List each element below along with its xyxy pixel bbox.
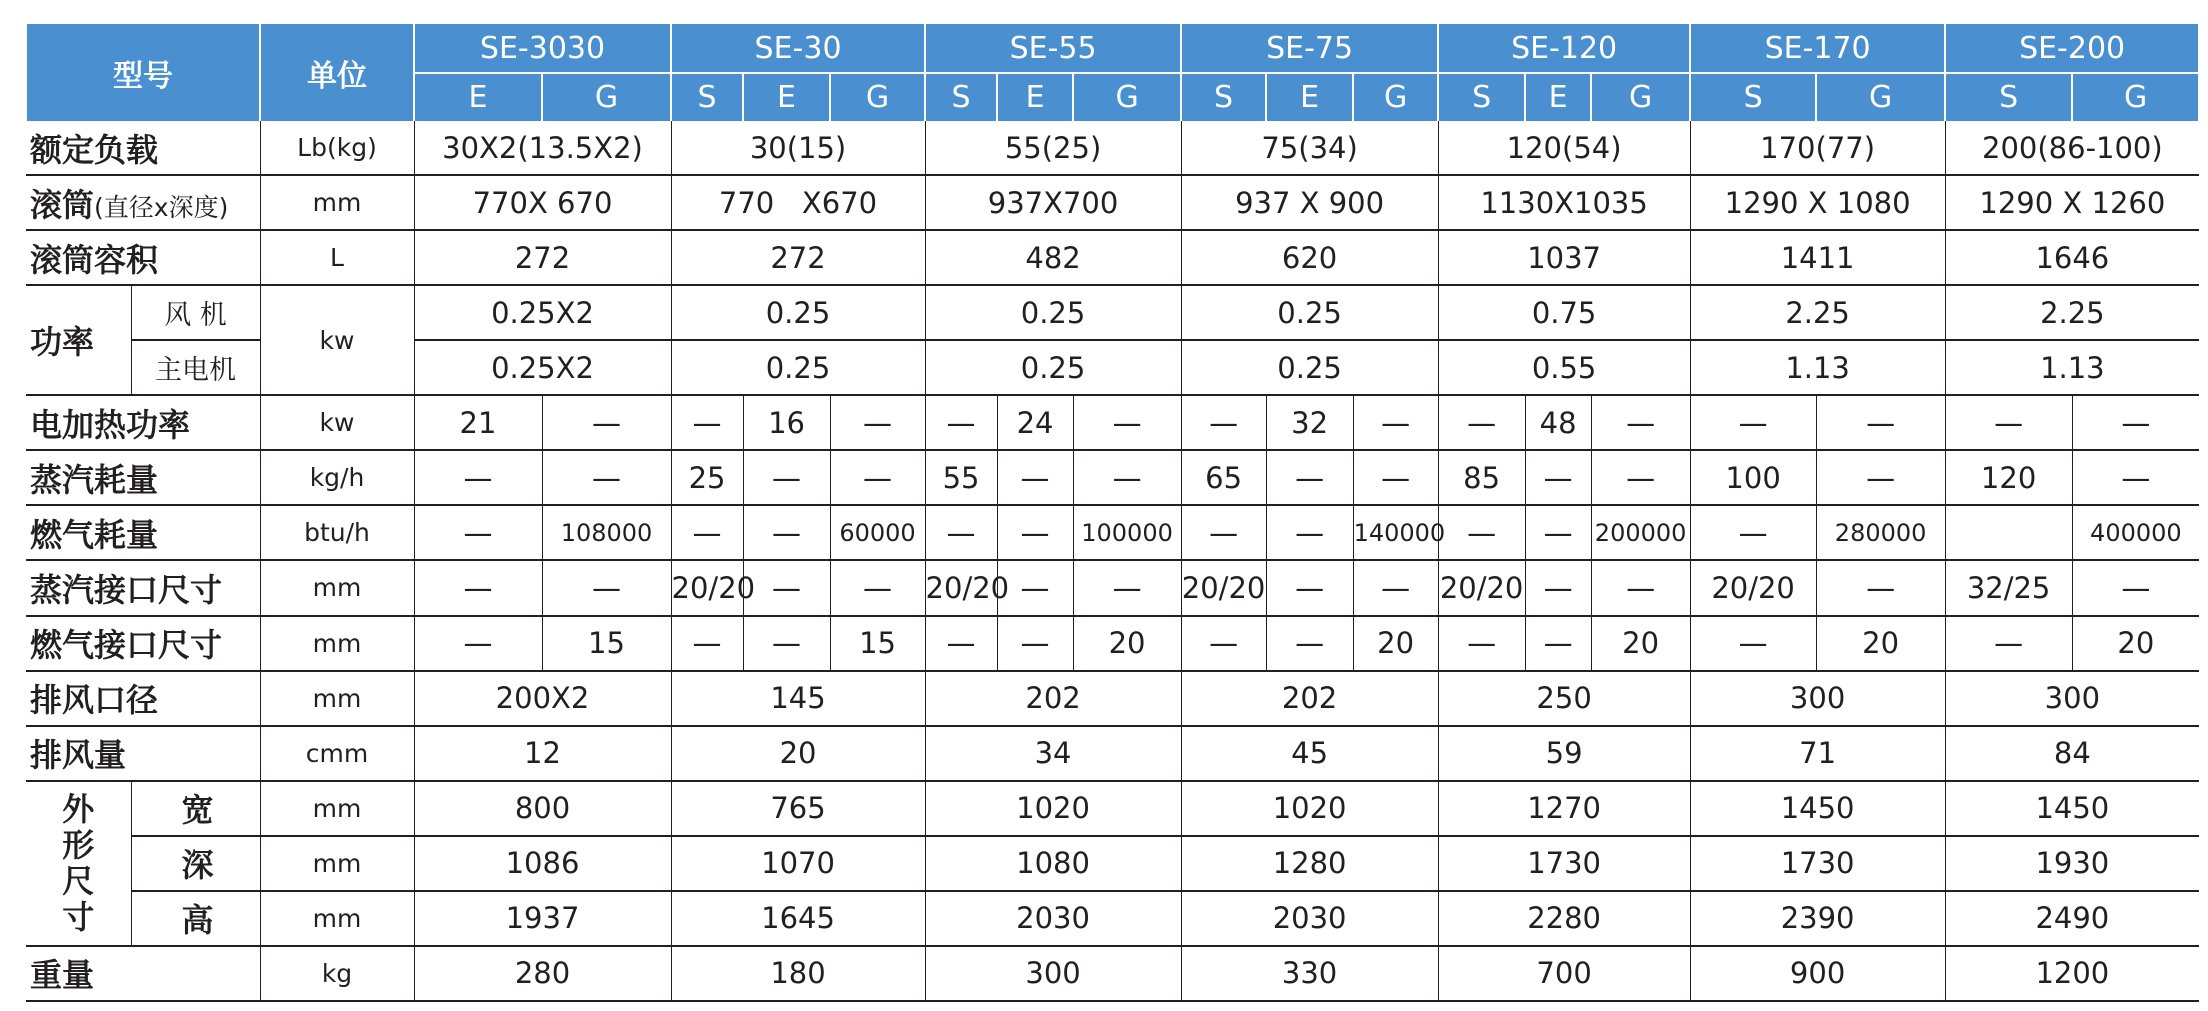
cell-value: 120 bbox=[1945, 450, 2072, 505]
cell-value: 937X700 bbox=[925, 175, 1181, 230]
cell-value: — bbox=[997, 450, 1073, 505]
cell-value bbox=[1945, 505, 2072, 560]
row-unit: mm bbox=[260, 616, 414, 671]
row-label: 燃气耗量 bbox=[26, 505, 260, 560]
cell-value: — bbox=[1591, 560, 1690, 615]
row-label: 排风量 bbox=[26, 726, 260, 781]
variant-header: S bbox=[1945, 73, 2072, 121]
cell-value: — bbox=[997, 560, 1073, 615]
table-row-rated-load bbox=[26, 121, 2199, 175]
cell-value: — bbox=[1945, 616, 2072, 671]
table-row-gas-consumption bbox=[26, 505, 2199, 560]
cell-value: — bbox=[671, 505, 743, 560]
cell-value: — bbox=[1353, 395, 1438, 450]
row-sublabel: 主电机 bbox=[131, 340, 260, 395]
cell-value: 100 bbox=[1690, 450, 1816, 505]
model-header-se200: SE-200 bbox=[1945, 24, 2199, 73]
cell-value: 200X2 bbox=[414, 671, 671, 726]
cell-value: 0.25 bbox=[671, 285, 925, 340]
cell-value: 1937 bbox=[414, 891, 671, 946]
cell-value: 1450 bbox=[1690, 781, 1945, 836]
cell-value: 1290 X 1080 bbox=[1690, 175, 1945, 230]
cell-value: 84 bbox=[1945, 726, 2199, 781]
cell-value: — bbox=[1073, 560, 1181, 615]
cell-value: 2.25 bbox=[1690, 285, 1945, 340]
row-unit: mm bbox=[260, 560, 414, 615]
cell-value: 0.25 bbox=[1181, 285, 1438, 340]
cell-value: 20/20 bbox=[925, 560, 997, 615]
cell-value: 280000 bbox=[1816, 505, 1945, 560]
cell-value: — bbox=[743, 505, 830, 560]
variant-header: E bbox=[743, 73, 830, 121]
cell-value: 108000 bbox=[542, 505, 671, 560]
cell-value: 34 bbox=[925, 726, 1181, 781]
table-row-power-fan bbox=[26, 285, 2199, 340]
cell-value: 32 bbox=[1266, 395, 1353, 450]
cell-value: — bbox=[1438, 616, 1525, 671]
row-unit: mm bbox=[260, 891, 414, 946]
variant-header: S bbox=[925, 73, 997, 121]
cell-value: — bbox=[414, 505, 542, 560]
spec-table bbox=[25, 24, 2200, 1002]
variant-header: S bbox=[1438, 73, 1525, 121]
row-label: 蒸汽耗量 bbox=[26, 450, 260, 505]
cell-value: 30X2(13.5X2) bbox=[414, 121, 671, 175]
cell-value: — bbox=[1181, 616, 1266, 671]
cell-value: — bbox=[671, 616, 743, 671]
cell-value: 20 bbox=[1591, 616, 1690, 671]
cell-value: 1200 bbox=[1945, 946, 2199, 1001]
cell-value: 20 bbox=[2072, 616, 2199, 671]
cell-value: — bbox=[542, 395, 671, 450]
cell-value: 15 bbox=[830, 616, 925, 671]
cell-value: — bbox=[2072, 560, 2199, 615]
cell-value: — bbox=[925, 505, 997, 560]
row-sublabel: 风 机 bbox=[131, 285, 260, 340]
cell-value: 0.25 bbox=[671, 340, 925, 395]
variant-header: G bbox=[542, 73, 671, 121]
cell-value: 32/25 bbox=[1945, 560, 2072, 615]
cell-value: 20 bbox=[1073, 616, 1181, 671]
cell-value: 400000 bbox=[2072, 505, 2199, 560]
row-unit: mm bbox=[260, 175, 414, 230]
cell-value: — bbox=[830, 395, 925, 450]
model-header-se120: SE-120 bbox=[1438, 24, 1690, 73]
cell-value: — bbox=[743, 616, 830, 671]
cell-value: 20/20 bbox=[1690, 560, 1816, 615]
row-label-note: (直径x深度) bbox=[94, 192, 229, 222]
table-row-dim-depth bbox=[26, 836, 2199, 891]
cell-value: 1020 bbox=[1181, 781, 1438, 836]
cell-value: 330 bbox=[1181, 946, 1438, 1001]
row-unit: kw bbox=[260, 285, 414, 395]
cell-value: 0.55 bbox=[1438, 340, 1690, 395]
cell-value: 280 bbox=[414, 946, 671, 1001]
cell-value: 0.25 bbox=[925, 340, 1181, 395]
cell-value: 59 bbox=[1438, 726, 1690, 781]
cell-value: 1130X1035 bbox=[1438, 175, 1690, 230]
cell-value: 1730 bbox=[1438, 836, 1690, 891]
cell-value: — bbox=[997, 616, 1073, 671]
cell-value: 20/20 bbox=[1438, 560, 1525, 615]
table-row-dim-height bbox=[26, 891, 2199, 946]
cell-value: 937 X 900 bbox=[1181, 175, 1438, 230]
cell-value: — bbox=[997, 505, 1073, 560]
variant-header: G bbox=[1353, 73, 1438, 121]
variant-header: G bbox=[2072, 73, 2199, 121]
cell-value: 2030 bbox=[925, 891, 1181, 946]
model-header: 型号 bbox=[26, 24, 260, 121]
cell-value: 1037 bbox=[1438, 230, 1690, 285]
cell-value: 770X 670 bbox=[414, 175, 671, 230]
row-unit: kw bbox=[260, 395, 414, 450]
cell-value: — bbox=[1591, 450, 1690, 505]
cell-value: 12 bbox=[414, 726, 671, 781]
cell-value: 1020 bbox=[925, 781, 1181, 836]
cell-value: — bbox=[1073, 450, 1181, 505]
cell-value: 0.25 bbox=[1181, 340, 1438, 395]
row-label: 排风口径 bbox=[26, 671, 260, 726]
cell-value: — bbox=[1181, 505, 1266, 560]
cell-value: — bbox=[1525, 560, 1591, 615]
row-unit: cmm bbox=[260, 726, 414, 781]
cell-value: 16 bbox=[743, 395, 830, 450]
cell-value: 120(54) bbox=[1438, 121, 1690, 175]
cell-value: 20 bbox=[1353, 616, 1438, 671]
cell-value: — bbox=[743, 450, 830, 505]
cell-value: 145 bbox=[671, 671, 925, 726]
cell-value: 170(77) bbox=[1690, 121, 1945, 175]
cell-value: 202 bbox=[925, 671, 1181, 726]
cell-value: 24 bbox=[997, 395, 1073, 450]
cell-value: 1930 bbox=[1945, 836, 2199, 891]
row-unit: mm bbox=[260, 836, 414, 891]
table-row-electric-heating bbox=[26, 395, 2199, 450]
cell-value: 1730 bbox=[1690, 836, 1945, 891]
model-header-se3030: SE-3030 bbox=[414, 24, 671, 73]
cell-value: — bbox=[830, 560, 925, 615]
cell-value: 55 bbox=[925, 450, 997, 505]
cell-value: — bbox=[1816, 560, 1945, 615]
row-unit: mm bbox=[260, 671, 414, 726]
cell-value: 482 bbox=[925, 230, 1181, 285]
cell-value: 202 bbox=[1181, 671, 1438, 726]
cell-value: 20 bbox=[671, 726, 925, 781]
cell-value: — bbox=[1073, 395, 1181, 450]
cell-value: 180 bbox=[671, 946, 925, 1001]
cell-value: — bbox=[830, 450, 925, 505]
cell-value: 20/20 bbox=[671, 560, 743, 615]
variant-header: S bbox=[671, 73, 743, 121]
cell-value: — bbox=[2072, 395, 2199, 450]
row-unit: Lb(kg) bbox=[260, 121, 414, 175]
cell-value: — bbox=[1816, 395, 1945, 450]
cell-value: 2490 bbox=[1945, 891, 2199, 946]
model-header-se30: SE-30 bbox=[671, 24, 925, 73]
cell-value: — bbox=[1438, 395, 1525, 450]
cell-value: 770 X670 bbox=[671, 175, 925, 230]
cell-value: — bbox=[1266, 505, 1353, 560]
cell-value: 85 bbox=[1438, 450, 1525, 505]
variant-header: E bbox=[1525, 73, 1591, 121]
cell-value: 25 bbox=[671, 450, 743, 505]
cell-value: 2390 bbox=[1690, 891, 1945, 946]
row-label: 燃气接口尺寸 bbox=[26, 616, 260, 671]
model-header-se55: SE-55 bbox=[925, 24, 1181, 73]
cell-value: — bbox=[1816, 450, 1945, 505]
cell-value: 1.13 bbox=[1690, 340, 1945, 395]
cell-value: 1450 bbox=[1945, 781, 2199, 836]
row-label bbox=[26, 175, 260, 230]
cell-value: 1411 bbox=[1690, 230, 1945, 285]
table-row-dim-width bbox=[26, 781, 2199, 836]
cell-value: 200000 bbox=[1591, 505, 1690, 560]
cell-value: — bbox=[414, 616, 542, 671]
row-sublabel: 高 bbox=[131, 891, 260, 946]
model-header-se170: SE-170 bbox=[1690, 24, 1945, 73]
cell-value: 765 bbox=[671, 781, 925, 836]
cell-value: — bbox=[743, 560, 830, 615]
cell-value: — bbox=[2072, 450, 2199, 505]
cell-value: 1270 bbox=[1438, 781, 1690, 836]
cell-value: 75(34) bbox=[1181, 121, 1438, 175]
cell-value: 30(15) bbox=[671, 121, 925, 175]
dimensions-label: 外 形 尺 寸 bbox=[26, 781, 131, 946]
cell-value: — bbox=[1353, 560, 1438, 615]
cell-value: — bbox=[1266, 560, 1353, 615]
cell-value: 140000 bbox=[1353, 505, 1438, 560]
row-label: 功率 bbox=[26, 285, 131, 395]
cell-value: — bbox=[1266, 616, 1353, 671]
table-row-steam-consumption bbox=[26, 450, 2199, 505]
cell-value: 300 bbox=[925, 946, 1181, 1001]
row-label: 滚筒容积 bbox=[26, 230, 260, 285]
cell-value: 1290 X 1260 bbox=[1945, 175, 2199, 230]
cell-value: 900 bbox=[1690, 946, 1945, 1001]
cell-value: 55(25) bbox=[925, 121, 1181, 175]
cell-value: 2.25 bbox=[1945, 285, 2199, 340]
cell-value: 2280 bbox=[1438, 891, 1690, 946]
variant-header: G bbox=[1591, 73, 1690, 121]
row-label: 电加热功率 bbox=[26, 395, 260, 450]
cell-value: 1080 bbox=[925, 836, 1181, 891]
cell-value: 0.75 bbox=[1438, 285, 1690, 340]
cell-value: — bbox=[1181, 395, 1266, 450]
cell-value: 0.25 bbox=[925, 285, 1181, 340]
cell-value: 45 bbox=[1181, 726, 1438, 781]
cell-value: — bbox=[1438, 505, 1525, 560]
cell-value: 300 bbox=[1690, 671, 1945, 726]
cell-value: — bbox=[1525, 616, 1591, 671]
table-row-gas-port bbox=[26, 616, 2199, 671]
variant-header: E bbox=[997, 73, 1073, 121]
cell-value: 2030 bbox=[1181, 891, 1438, 946]
cell-value: 0.25X2 bbox=[414, 285, 671, 340]
row-unit: mm bbox=[260, 781, 414, 836]
cell-value: — bbox=[925, 616, 997, 671]
cell-value: 1280 bbox=[1181, 836, 1438, 891]
cell-value: 200(86-100) bbox=[1945, 121, 2199, 175]
cell-value: 620 bbox=[1181, 230, 1438, 285]
table-row-exhaust-diameter bbox=[26, 671, 2199, 726]
cell-value: 71 bbox=[1690, 726, 1945, 781]
row-label-main: 滚筒 bbox=[30, 185, 95, 224]
row-label: 蒸汽接口尺寸 bbox=[26, 560, 260, 615]
variant-header: G bbox=[1816, 73, 1945, 121]
cell-value: 60000 bbox=[830, 505, 925, 560]
table-row-steam-port bbox=[26, 560, 2199, 615]
row-sublabel: 宽 bbox=[131, 781, 260, 836]
variant-header: S bbox=[1690, 73, 1816, 121]
cell-value: 100000 bbox=[1073, 505, 1181, 560]
cell-value: 800 bbox=[414, 781, 671, 836]
cell-value: 272 bbox=[414, 230, 671, 285]
variant-header: G bbox=[830, 73, 925, 121]
cell-value: — bbox=[1525, 505, 1591, 560]
cell-value: 250 bbox=[1438, 671, 1690, 726]
variant-header: S bbox=[1181, 73, 1266, 121]
cell-value: — bbox=[1945, 395, 2072, 450]
cell-value: — bbox=[1690, 616, 1816, 671]
row-unit: kg/h bbox=[260, 450, 414, 505]
cell-value: — bbox=[1266, 450, 1353, 505]
cell-value: 20 bbox=[1816, 616, 1945, 671]
cell-value: — bbox=[1690, 395, 1816, 450]
cell-value: — bbox=[671, 395, 743, 450]
unit-header: 单位 bbox=[260, 24, 414, 121]
row-sublabel: 深 bbox=[131, 836, 260, 891]
table-row-exhaust-volume bbox=[26, 726, 2199, 781]
cell-value: 272 bbox=[671, 230, 925, 285]
cell-value: 1070 bbox=[671, 836, 925, 891]
cell-value: — bbox=[414, 450, 542, 505]
cell-value: — bbox=[542, 450, 671, 505]
cell-value: — bbox=[925, 395, 997, 450]
cell-value: — bbox=[542, 560, 671, 615]
cell-value: — bbox=[1525, 450, 1591, 505]
cell-value: 1646 bbox=[1945, 230, 2199, 285]
cell-value: — bbox=[1690, 505, 1816, 560]
row-label: 重量 bbox=[26, 946, 260, 1001]
row-label: 额定负载 bbox=[26, 121, 260, 175]
cell-value: 1.13 bbox=[1945, 340, 2199, 395]
cell-value: 48 bbox=[1525, 395, 1591, 450]
variant-header: G bbox=[1073, 73, 1181, 121]
table-row-drum-size bbox=[26, 175, 2199, 230]
table-row-drum-volume bbox=[26, 230, 2199, 285]
cell-value: 1086 bbox=[414, 836, 671, 891]
cell-value: — bbox=[1591, 395, 1690, 450]
row-unit: L bbox=[260, 230, 414, 285]
cell-value: 0.25X2 bbox=[414, 340, 671, 395]
cell-value: 65 bbox=[1181, 450, 1266, 505]
model-header-se75: SE-75 bbox=[1181, 24, 1438, 73]
variant-header: E bbox=[1266, 73, 1353, 121]
cell-value: — bbox=[414, 560, 542, 615]
cell-value: 15 bbox=[542, 616, 671, 671]
cell-value: 20/20 bbox=[1181, 560, 1266, 615]
row-unit: btu/h bbox=[260, 505, 414, 560]
cell-value: 300 bbox=[1945, 671, 2199, 726]
row-unit: kg bbox=[260, 946, 414, 1001]
cell-value: 1645 bbox=[671, 891, 925, 946]
cell-value: — bbox=[1353, 450, 1438, 505]
cell-value: 21 bbox=[414, 395, 542, 450]
cell-value: 700 bbox=[1438, 946, 1690, 1001]
table-row-weight bbox=[26, 946, 2199, 1001]
variant-header: E bbox=[414, 73, 542, 121]
